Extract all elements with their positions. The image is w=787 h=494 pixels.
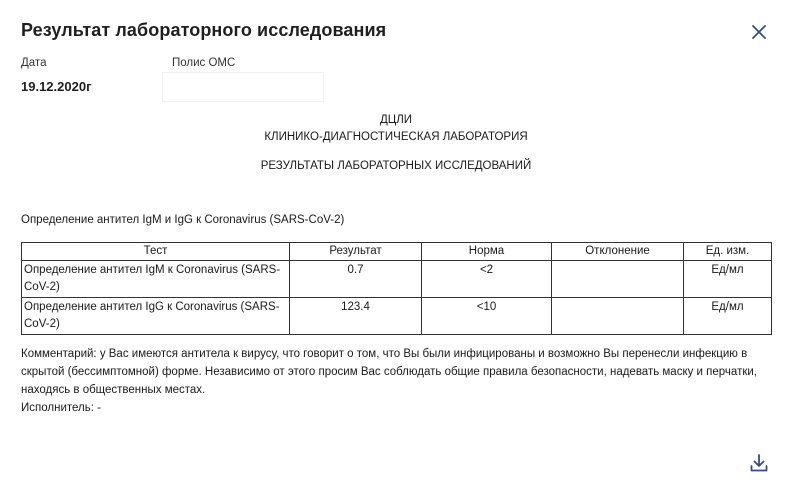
dialog-title: Результат лабораторного исследования <box>21 20 387 40</box>
comment-text: Комментарий: у Вас имеются антитела к вирусу, что говорит о том, что Вы были инфицированы и возможно Вы перенесли инфекцию в скрытой (бессимптомной) форме. Независимо от этого просим Вас соблюдать общие правила безопасности, надевать маску и перчатки, находясь в общественных местах. <box>21 348 757 396</box>
close-icon <box>752 25 766 39</box>
cell-norm: <2 <box>422 261 552 298</box>
cell-test: Определение антител IgM к Coronavirus (SARS-CoV-2) <box>22 261 290 298</box>
cell-test: Определение антител IgG к Coronavirus (SARS-CoV-2) <box>22 298 290 335</box>
header-result: Результат <box>290 243 422 261</box>
policy-label: Полис ОМС <box>172 57 236 69</box>
policy-value <box>162 72 324 102</box>
close-button[interactable] <box>748 21 770 43</box>
download-button[interactable] <box>748 452 770 474</box>
header-norm: Норма <box>422 243 552 261</box>
header-unit: Ед. изм. <box>684 243 772 261</box>
cell-result: 123.4 <box>290 298 422 335</box>
header-test: Тест <box>22 243 290 261</box>
download-icon <box>749 453 769 473</box>
performer-text: Исполнитель: - <box>21 402 101 414</box>
results-table <box>21 242 772 335</box>
report-heading: РЕЗУЛЬТАТЫ ЛАБОРАТОРНЫХ ИССЛЕДОВАНИЙ <box>260 160 532 172</box>
cell-deviation <box>552 261 684 298</box>
cell-deviation <box>552 298 684 335</box>
table-header-row <box>22 243 772 261</box>
date-label: Дата <box>21 57 47 69</box>
cell-result: 0.7 <box>290 261 422 298</box>
cell-unit: Ед/мл <box>684 261 772 298</box>
table-row <box>22 261 772 298</box>
report-document <box>21 112 771 417</box>
cell-unit: Ед/мл <box>684 298 772 335</box>
cell-norm: <10 <box>422 298 552 335</box>
section-title: Определение антител IgM и IgG к Coronavirus (SARS-CoV-2) <box>21 214 345 226</box>
header-deviation: Отклонение <box>552 243 684 261</box>
table-row <box>22 298 772 335</box>
date-value: 19.12.2020г <box>21 79 92 94</box>
org-full-name: КЛИНИКО-ДИАГНОСТИЧЕСКАЯ ЛАБОРАТОРИЯ <box>264 131 528 143</box>
org-short-name: ДЦЛИ <box>379 114 413 126</box>
